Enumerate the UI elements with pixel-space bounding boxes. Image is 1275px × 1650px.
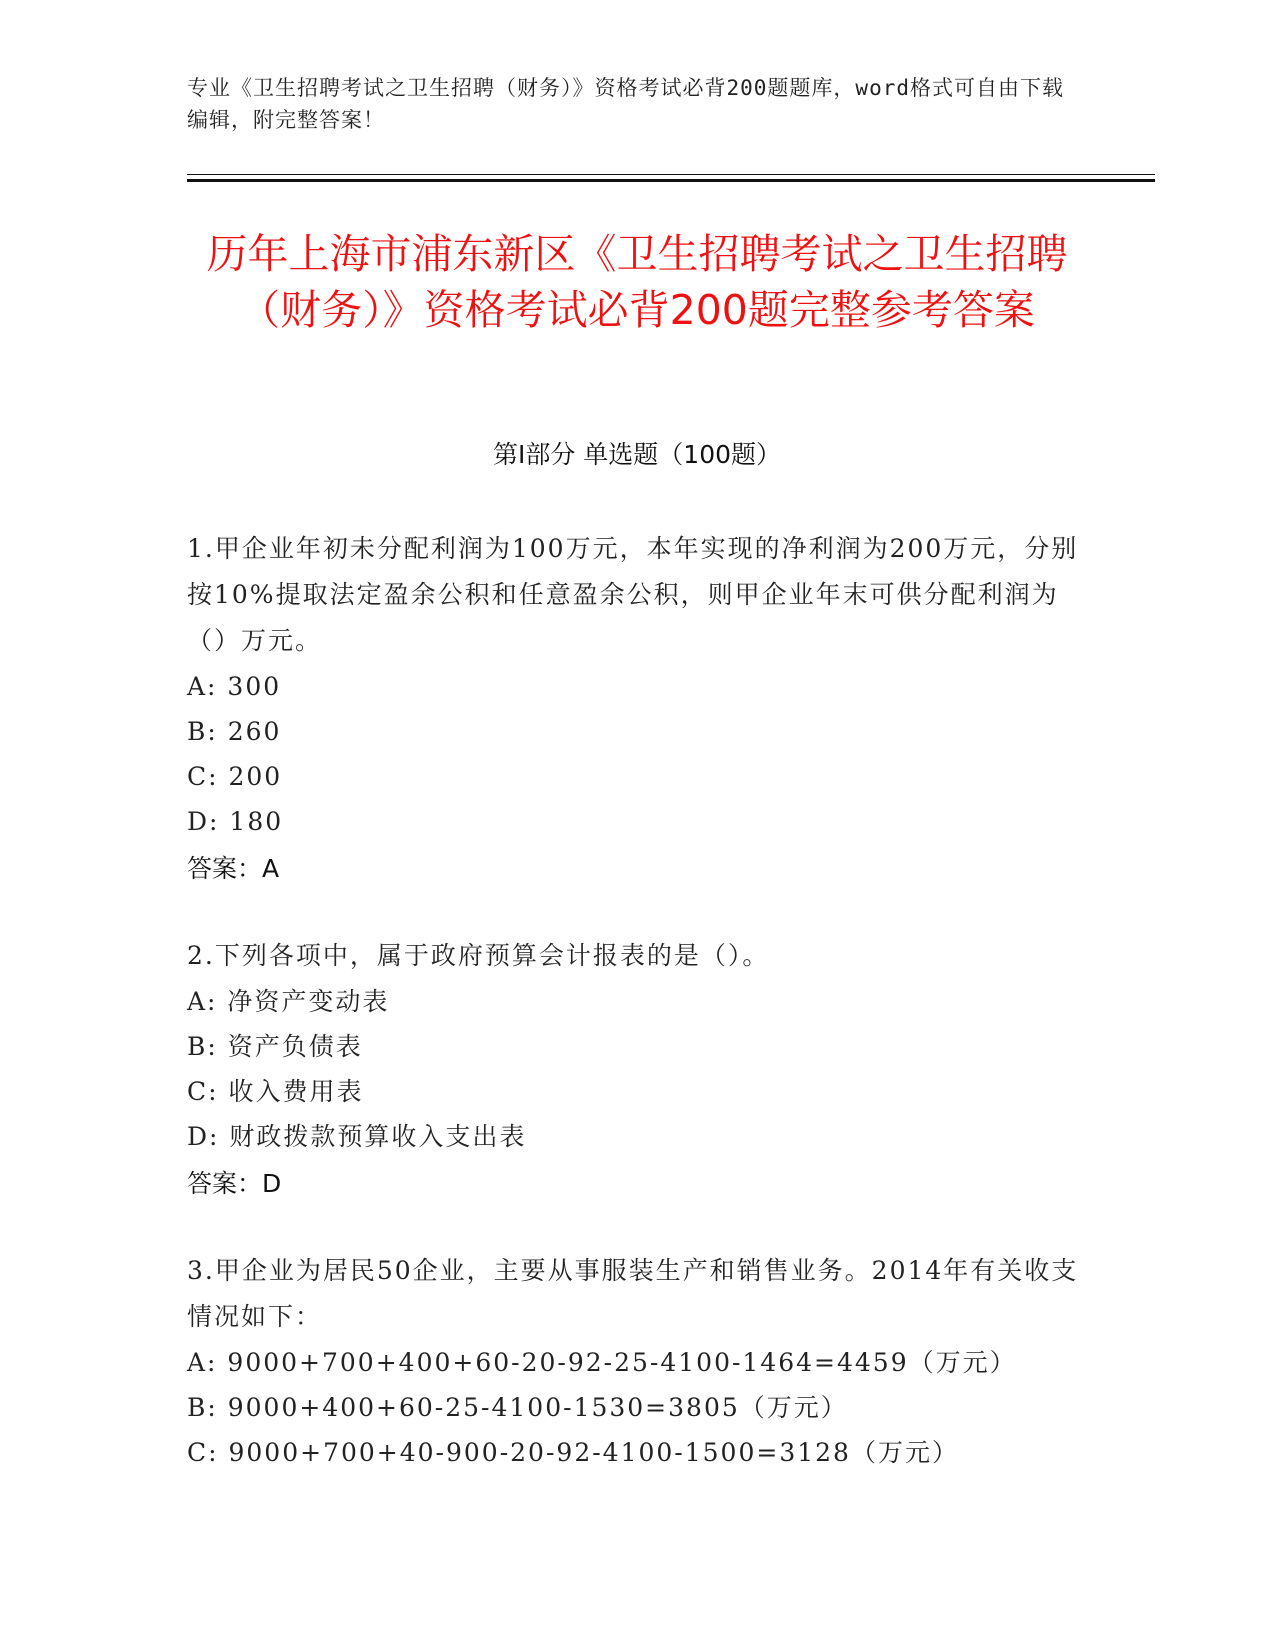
question-stem: 1.甲企业年初未分配利润为100万元，本年实现的净利润为200万元，分别按10%提取法定盈余公积和任意盈余公积，则甲企业年末可供分配利润为（）万元。: [187, 534, 1079, 655]
option-a: A: 9000+700+400+60-20-92-25-4100-1464=4459（万元）: [187, 1348, 1017, 1377]
header-note: 专业《卫生招聘考试之卫生招聘（财务）》资格考试必背200题题库，word格式可自由下载编辑，附完整答案！: [187, 76, 1064, 132]
answer: 答案：A: [187, 854, 280, 883]
header-divider-thin: [187, 174, 1155, 175]
option-b: B: 9000+400+60-25-4100-1530=3805（万元）: [187, 1393, 848, 1422]
section-title: 第I部分 单选题（100题）: [492, 440, 782, 469]
option-b: B: 资产负债表: [187, 1032, 363, 1061]
option-a: A: 净资产变动表: [187, 987, 390, 1016]
option-a: A: 300: [187, 672, 282, 701]
question-stem: 3.甲企业为居民50企业，主要从事服装生产和销售业务。2014年有关收支情况如下：: [187, 1256, 1079, 1331]
question-2: [187, 933, 1087, 1206]
option-d: D: 财政拨款预算收入支出表: [187, 1122, 527, 1151]
option-b: B: 260: [187, 717, 282, 746]
question-3: [187, 1248, 1087, 1475]
header-divider-thick: [187, 179, 1155, 182]
question-1: [187, 526, 1087, 891]
option-c: C: 9000+700+40-900-20-92-4100-1500=3128（万元）: [187, 1438, 959, 1467]
question-stem: 2.下列各项中，属于政府预算会计报表的是（）。: [187, 941, 770, 970]
option-c: C: 收入费用表: [187, 1077, 364, 1106]
answer: 答案：D: [187, 1169, 282, 1198]
option-c: C: 200: [187, 762, 283, 791]
document-title: 历年上海市浦东新区《卫生招聘考试之卫生招聘（财务）》资格考试必背200题完整参考答案: [206, 230, 1068, 334]
question-list: [187, 526, 1087, 1517]
option-d: D: 180: [187, 807, 284, 836]
